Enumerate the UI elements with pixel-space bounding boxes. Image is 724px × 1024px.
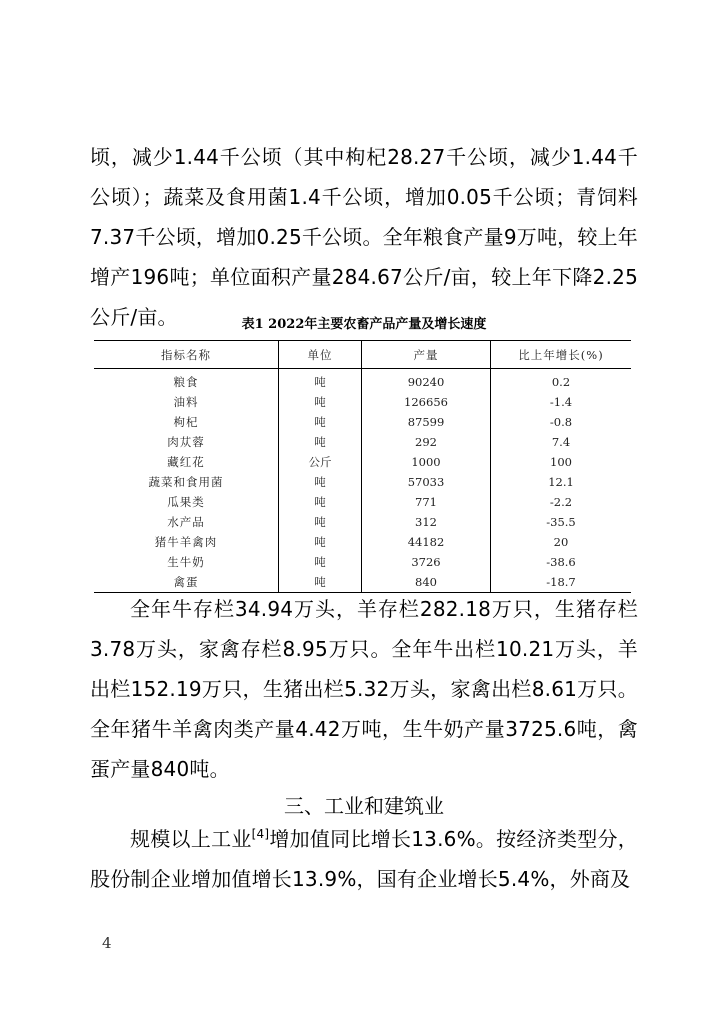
cell-indicator: 蔬菜和食用菌 [94,472,279,492]
table-row [94,552,631,572]
table-caption: 表1 2022年主要农畜产品产量及增长速度 [241,317,487,332]
table-row [94,492,631,512]
cell-indicator: 粮食 [94,369,279,393]
cell-growth: 7.4 [551,435,571,449]
cell-unit: 吨 [279,512,362,532]
table-row [94,472,631,492]
table-row [94,412,631,432]
cell-growth: -1.4 [549,395,573,409]
cell-indicator: 猪牛羊禽肉 [94,532,279,552]
cell-output: 90240 [362,369,491,393]
cell-indicator: 肉苁蓉 [94,432,279,452]
cell-output: 44182 [362,532,491,552]
cell-growth: -18.7 [491,572,632,593]
cell-output: 57033 [362,472,491,492]
paragraph-livestock: 全年牛存栏34.94万头，羊存栏282.18万只，生猪存栏3.78万头，家禽存栏8.95万只。全年牛出栏10.21万头，羊出栏152.19万只，生猪出栏5.32万头，家禽出栏8.61万只。全年猪牛羊禽肉类产量4.42万吨，生牛奶产量3725.6吨，禽蛋产量840吨。 [90,597,638,781]
cell-growth: 0.2 [551,375,571,389]
table-row [94,432,631,452]
header-output: 产量 [362,341,491,369]
cell-output: 3726 [362,552,491,572]
cell-output: 292 [362,432,491,452]
cell-unit: 吨 [279,412,362,432]
cell-growth: -35.5 [546,515,576,529]
header-growth: 比上年增长(%) [491,341,632,369]
table-row [94,532,631,552]
cell-output: 87599 [362,412,491,432]
cell-growth: -2.2 [549,495,573,509]
cell-unit: 吨 [279,432,362,452]
cell-indicator: 油料 [94,392,279,412]
table-row [94,452,631,472]
cell-growth: 12.1 [548,475,574,489]
cell-growth: 20 [553,535,569,549]
cell-growth: 100 [550,455,572,469]
cell-indicator: 藏红花 [94,452,279,472]
paragraph-industry [90,819,638,899]
agri-products-table [94,340,631,593]
cell-output: 840 [362,572,491,593]
cell-unit: 吨 [279,532,362,552]
table-row [94,392,631,412]
cell-output: 1000 [362,452,491,472]
cell-output: 126656 [362,392,491,412]
cell-output: 771 [362,492,491,512]
industry-text-rest: 增加值同比增长13.6%。按经济类型分，股份制企业增加值增长13.9%，国有企业增长5.4%，外商及 [90,827,638,891]
page-number: 4 [102,934,112,952]
cell-unit: 吨 [279,552,362,572]
header-indicator: 指标名称 [94,341,279,369]
cell-unit: 吨 [279,472,362,492]
paragraph-crop-area: 顷，减少1.44千公顷（其中枸杞28.27千公顷，减少1.44千公顷）；蔬菜及食用菌1.4千公顷，增加0.05千公顷；青饲料7.37千公顷，增加0.25千公顷。全年粮食产量9万吨，较上年增产196吨；单位面积产量284.67公斤/亩，较上年下降2.25公斤/亩。 [90,145,638,329]
cell-unit: 吨 [279,572,362,593]
cell-output: 312 [362,512,491,532]
footnote-ref[interactable]: [4] [251,827,270,841]
table-row [94,512,631,532]
industry-text-start: 规模以上工业 [130,827,252,851]
cell-indicator: 枸杞 [94,412,279,432]
cell-indicator: 水产品 [94,512,279,532]
cell-growth: -38.6 [546,555,576,569]
cell-unit: 吨 [279,492,362,512]
cell-growth: -0.8 [549,415,573,429]
table-row [94,369,631,393]
section-heading: 三、工业和建筑业 [284,794,444,818]
cell-indicator: 禽蛋 [94,572,279,593]
table-header-row [94,341,631,369]
header-unit: 单位 [279,341,362,369]
cell-unit: 吨 [279,369,362,393]
cell-unit: 公斤 [279,452,362,472]
cell-indicator: 生牛奶 [94,552,279,572]
cell-indicator: 瓜果类 [94,492,279,512]
cell-unit: 吨 [279,392,362,412]
